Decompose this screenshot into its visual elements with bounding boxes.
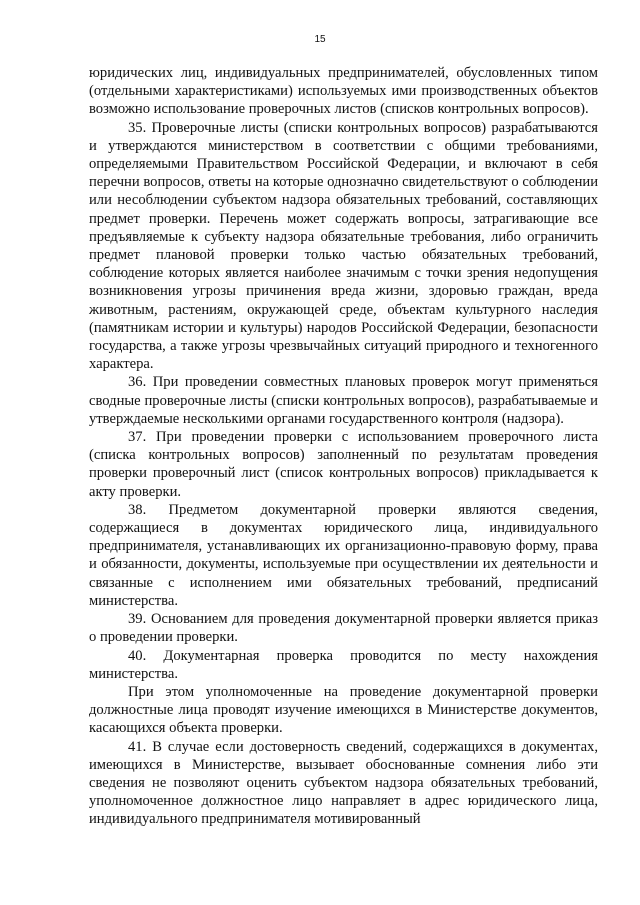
page-number: 15	[314, 34, 326, 45]
document-body	[89, 64, 598, 829]
paragraph-37: 37. При проведении проверки с использованием проверочного листа (списка контрольных вопросов) заполненный по результатам проведения проверки проверочный лист (список контрольных вопросов) прикладывается к акту проверки.	[89, 429, 598, 500]
paragraph-40: 40. Документарная проверка проводится по месту нахождения министерства.	[89, 647, 598, 682]
paragraph-35: 35. Проверочные листы (списки контрольных вопросов) разрабатываются и утверждаются министерством в соответствии с общими требованиями, определяемыми Правительством Российской Федерации, и включают в себя перечни вопросов, ответы на которые однозначно свидетельствуют о соблюдении или несоблюдении субъектом надзора обязательных требований, составляющих предмет проверки. Перечень может содержать вопросы, затрагивающие все предъявляемые к субъекту надзора обязательные требования, либо ограничить предмет плановой проверки только частью обязательных требований, соблюдение которых является наиболее значимым с точки зрения недопущения возникновения угрозы причинения вреда жизни, здоровью граждан, вреда животным, растениям, окружающей среде, объектам культурного наследия (памятникам истории и культуры) народов Российской Федерации, безопасности государства, а также угрозы чрезвычайных ситуаций природного и техногенного характера.	[89, 119, 598, 373]
paragraph-40-continued: При этом уполномоченные на проведение документарной проверки должностные лица проводят изучение имеющихся в Министерстве документов, касающихся объекта проверки.	[89, 683, 598, 737]
paragraph-38: 38. Предметом документарной проверки являются сведения, содержащиеся в документах юридического лица, индивидуального предпринимателя, устанавливающих их организационно-правовую форму, права и обязанности, документы, используемые при осуществлении их деятельности и связанные с исполнением ими обязательных требований, предписаний министерства.	[89, 501, 598, 609]
paragraph-36: 36. При проведении совместных плановых проверок могут применяться сводные проверочные листы (списки контрольных вопросов), разрабатываемые и утверждаемые несколькими органами государственного контроля (надзора).	[89, 374, 598, 427]
paragraph-continuation: юридических лиц, индивидуальных предпринимателей, обусловленных типом (отдельными характеристиками) используемых ими производственных объектов возможно использование проверочных листов (списков контрольных вопросов).	[89, 65, 598, 118]
paragraph-41: 41. В случае если достоверность сведений, содержащихся в документах, имеющихся в Министерстве, вызывает обоснованные сомнения либо эти сведения не позволяют оценить субъектом надзора обязательных требований, уполномоченное должностное лицо направляет в адрес юридического лица, индивидуального предпринимателя мотивированный	[89, 738, 598, 828]
paragraph-39: 39. Основанием для проведения документарной проверки является приказ о проведении проверки.	[89, 611, 598, 646]
